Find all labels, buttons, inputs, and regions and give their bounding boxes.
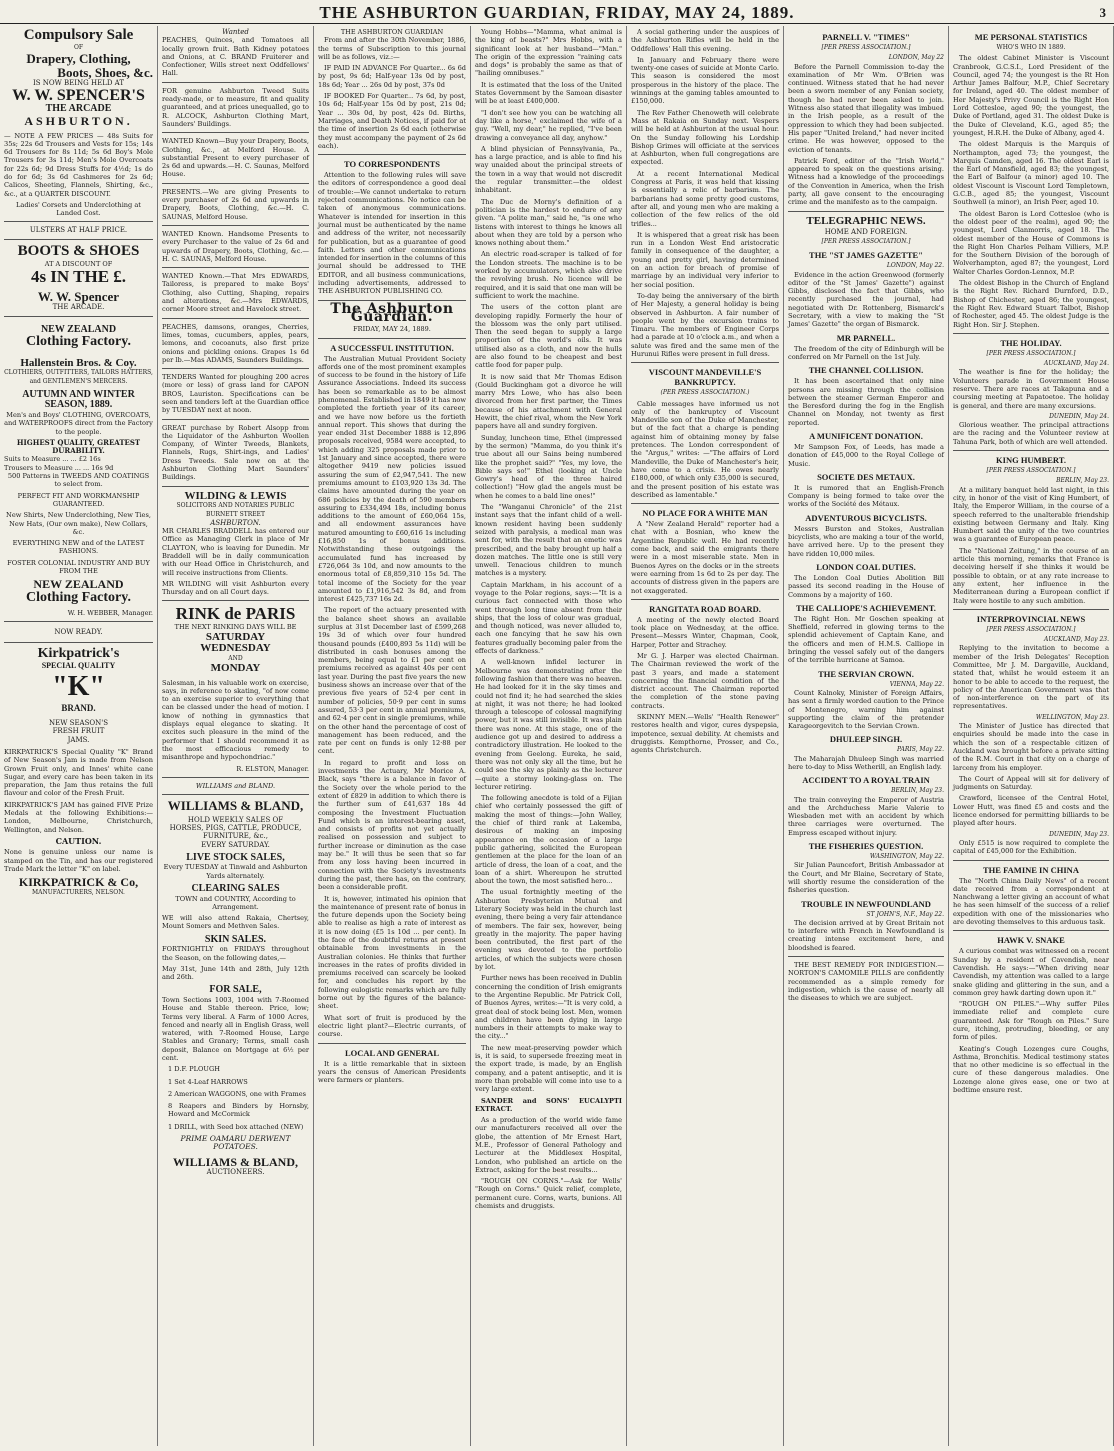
subscription-heading: THE ASHBURTON GUARDIAN (340, 28, 444, 36)
article-paragraph: Sunday, luncheon time, Ethel (impressed by the sermon) "Mamma, do you think it's true about all our Sains being numbered like the prophet said?" "Yes, my love, the Bible says so!" Ethel (looking at Uncle Gowry's head of the three haired collection!) "How glad the angels must be when he comes to a bald line ones!" (475, 433, 622, 500)
ad-text: MR WILDING will visit Ashburton every Thursday and on all Court days. (162, 579, 309, 597)
ad-heading: FOR SALE, (209, 984, 262, 996)
masthead (0, 0, 1114, 24)
ad-text: NOW READY. (54, 627, 103, 636)
article-paragraph: It is estimated that the loss of the United States Government by the Samoan disaster will be at least £400,000. (475, 80, 622, 106)
article-paragraph: The "National Zeitung," in the course of an article this morning, remarks that France is deceiving herself if she thinks it would be possible to obtain, or at any rate increase to any extent, her influence in the Mediterranean during a European conflict if Italy were hostile to any such ambition. (953, 546, 1109, 605)
page-number: 3 (1099, 5, 1106, 20)
ad-text: MR CHARLES BRADDELL has entered our Office as Managing Clerk in place of Mr CLAYTON, who is leaving for Dunedin. Mr Braddell will be in daily communication with our Head Office in Christchurch, and will receive instructions from Clients. (162, 527, 309, 577)
dateline: LONDON, May 22 (888, 54, 944, 62)
ad-text: BURNETT STREET (205, 510, 266, 518)
article-paragraph: The train conveying the Emperor of Austria and the Archduchess Marie Valerie to Wiesbaden met with an accident by which three carriages were overturned. The Empress escaped without injury. (788, 795, 944, 837)
article-headline: RANGITATA ROAD BOARD. (649, 603, 761, 614)
ad-text: FOR genuine Ashburton Tweed Suits ready-made, or to measure, fit and quality guaranteed, and at prices unequalled, go to R. ALCOCK, Ashburton Clothing Mart, Saunders' Buildings. (162, 86, 309, 128)
list-item: 8 Reapers and Binders by Hornsby, Howard and McCormick (168, 1102, 309, 1119)
article-headline: NO PLACE FOR A WHITE MAN (642, 508, 768, 519)
article-headline: THE "ST JAMES GAZETTE" (809, 250, 923, 261)
ad-heading: Compulsory Sale (23, 27, 134, 43)
ad-text: PEACHES, Quinces, and Tomatoes all locally grown fruit. Bath Kidney potatoes and Onions, at C. BRAND Fruiterer and Confectioner, Wills street next Oddfellows' Hall. (162, 36, 309, 78)
ad-text: KIRKPATRICK'S Special Quality "K" Brand of New Season's Jam is made from Nelson Grown Fruit only, and Innes' white cane Sugar, and every care has been taken in its preparation, the Jam thus retains the full flavour and color of the Fresh Fruit. (4, 747, 153, 798)
dateline: AUCKLAND, May 24. (1043, 360, 1109, 368)
article-headline: THE CALLIOPE'S ACHIEVEMENT. (796, 602, 936, 613)
ad-heading: SATURDAY (205, 630, 266, 643)
article-paragraph: What sort of fruit is produced by the electric light plant?—Electric currants, of course. (318, 1013, 466, 1039)
article-headline: A SUCCESSFUL INSTITUTION. (330, 342, 454, 353)
column-4-news (471, 26, 627, 1446)
ad-text: Men's and Boys' CLOTHING, OVERCOATS, and WATERPROOFS direct from the Factory to the people. (4, 410, 153, 436)
ad-text: JAMS. (67, 735, 90, 744)
article-paragraph: Evidence in the action Greenwood (formerly editor of the "St James' Gazette") against Gibbs, disclosed the fact that Gibbs, who recently purchased the journal, had negotiated with Dr. Rottenberg, Bismarck's Secretary, with a view to making the "St James' Gazette" the organ of Bismarck. (788, 270, 944, 329)
ad-text: — NOTE A FEW PRICES — 48s Suits for 35s; 22s 6d Trousers and Vests for 15s; 14s 6d Trousers for 8s 11d; 5s 6d Boy's Mole Trousers for 3s 11d; Men's Mole Overcoats for 22s 6d; 9d Dress Stuffs for 4½d; 1s do do for 6d; 3s 6d Cashmeres for 2s 6d; Calicos, Sheeting, Flannels, Shirting, &c., &c., at a QUARTER DISCOUNT. (4, 131, 153, 198)
article-paragraph: In regard to profit and loss on investments the Actuary, Mr Morice A. Black, says "there is a balance in favor of the Society over the whole period to the extent of £829 in addition to which there is the further sum of £41,637 18s 4d composing the Investment Fluctuation Fund which is an interest-bearing asset, and consists of profits not yet actually realised on possession and subject to further increase or diminution as the case may be." It will thus be seen that so far from any loss having been incurred in connection with the Society's investments during the past, there has, on the contrary, been a considerable profit. (318, 758, 466, 892)
article-paragraph: The Court of Appeal will sit for delivery of judgments on Saturday. (953, 774, 1109, 792)
ad-text: WANTED Known—Buy your Drapery, Boots, Clothing, &c., at Melford House. A substantial Present to every purchaser of 2s 6d and upwards.—H. C. Saunas, Melford House. (162, 137, 309, 179)
section-heading: TELEGRAPHIC NEWS. (806, 214, 926, 227)
ad-text: New Shirts, New Underclothing, New Ties, New Hats, (Our own make), New Collars, &c. (6, 511, 151, 536)
ad-heading: THE ARCADE (45, 103, 112, 115)
article-paragraph: The decision arrived at by Great Britain not to interfere with French in Newfoundland is creating intense excitement here, and bloodshed is feared. (788, 918, 944, 952)
ad-text: WANTED Known. Handsome Presents to every Purchaser to the value of 2s 6d and upwards of Drapery, Boots, Clothing, &c.—H. C. SAUNAS, Melford House. (162, 229, 309, 263)
article-paragraph: A "New Zealand Herald" reporter had a chat with a Bosnian, who knew the Argentine Republic well. He had recently come back, and said the emigrants there were in a most miserable state. Men in Buenos Ayres on the docks or in the streets were earning from 1s 6d to 2s per day. The accounts of distress given in the papers are not exaggerated. (631, 520, 779, 595)
article-paragraph: A well-known infidel lecturer in Melbourne was demonstrating after the following fashion that there was no heaven. He had looked for it in the sky times and could not find it; he had searched the skies at night, it was not there; he had looked through a telescope of colossal magnifying power, but it was still invisible. It was plain there was none. At this stage, one of the audience got up and desired to address a contradictory illustration. He looked to the evening from Geelong. Eureka, he said, there was not only sky all the time, but he could see the sky as plainly as the lecturer—quite a stormy looking-glass on. The lecturer retiring. (475, 658, 622, 791)
article-subheading: WHO'S WHO IN 1889. (996, 44, 1066, 51)
ad-text: PRESENTS.—We are giving Presents to every purchaser of 2s 6d and upwards in Drapery, Boots, Clothing, &c.—H. C. SAUNAS, Melford House. (162, 187, 309, 221)
column-6-telegraphic (784, 26, 949, 1446)
press-credit: [PER PRESS ASSOCIATION.] (986, 467, 1076, 475)
article-paragraph: The Minister of Justice has directed that enquiries should be made into the case in which the son of a respectable citizen of Auckland was brought before a private sitting of the R.M. Court in that city on a charge of larceny from his employer. (953, 722, 1109, 772)
dateline: BERLIN, May 23. (891, 787, 944, 795)
article-paragraph: "ROUGH ON CORNS."—Ask for Wells' "Rough on Corns." Quick relief, complete, permanent cure. Corns, warts, bunions. All chemists and druggists. (475, 1177, 622, 1211)
ad-text: HIGHEST QUALITY, GREATEST DURABILITY. (16, 437, 141, 456)
dateline: PARIS, May 22. (897, 746, 944, 754)
ad-text: MANUFACTURERS, NELSON. (32, 888, 125, 896)
article-paragraph: To-day being the anniversary of the birth of Her Majesty, a general holiday is being observed in Ashburton. A fair number of people went by the excursion trains to Timaru. The members of Engineer Corps had a parade at 10 o'clock a.m., and when a salute was fired and the same men of the Hurunui Rifles were present in full dress. (631, 291, 779, 358)
article-paragraph: It has been ascertained that only nine persons are missing through the collision between the steamer German Emperor and the Beresford during the fog in the English Channel on Monday, not twenty as first reported. (788, 377, 944, 427)
article-paragraph: The oldest Bishop in the Church of England is the Right Rev. Richard Durnford, D.D., Bishop of Chichester, aged 86; the youngest, the Right Rev. Edward Stuart Talbot, Bishop of Rochester, aged 45. The oldest Judge is the Right Hon. Sir J. Stephen. (953, 279, 1109, 329)
article-headline: ACCIDENT TO A ROYAL TRAIN (802, 775, 930, 786)
column-2-advertisements (158, 26, 314, 1446)
ad-text: Salesman, in his valuable work on exercise, says, in reference to skating, "of now come to an exercise superior to everything that can be classed under the head of motion. I know of nothing in gymnastics that displays equal elegance to skating. It excites such pleasure in the mind of the performer that I should recommend it as the most efficacious remedy to misanthrope and hypochondriac." (162, 678, 309, 762)
ad-heading: MONDAY (210, 662, 261, 674)
column-3-editorial (314, 26, 471, 1446)
ad-heading: WILDING & LEWIS (184, 489, 287, 502)
article-headline: MR PARNELL. (836, 332, 896, 343)
ad-text: WE will also attend Rakaia, Chertsey, Mount Somers and Methven Sales. (162, 914, 309, 931)
ad-text: SOLICITORS AND NOTARIES PUBLIC (176, 502, 295, 510)
ad-heading: SPECIAL QUALITY (41, 660, 116, 670)
ad-text: NEW SEASON'S (49, 719, 108, 728)
ad-text: PRIME OAMARU DERWENT POTATOES. (180, 1134, 291, 1152)
article-paragraph: It is, however, intimated his opinion that the maintenance of present rate of bonus in the future depends upon the Society being able to realise as high a rate of interest as it is now doing (£5 1s 10d ... per cent). In the face of the doubtful returns at present obtainable from investments in the Australian colonies. He thinks that further increases in the rates of profits divided in premiums received can scarcely be looked for, and concludes his report by the following eulogistic remarks which are fully borne out by the figures of the balance-sheet. (318, 894, 466, 1011)
press-credit: [PER PRESS ASSOCIATION.] (986, 349, 1076, 357)
article-headline: DHULEEP SINGH. (829, 734, 903, 745)
article-paragraph: The London Coal Duties Abolition Bill passed its second reading in the House of Commons by a majority of 160. (788, 573, 944, 599)
press-credit: (PER PRESS ASSOCIATION.) (660, 389, 750, 397)
ad-text: EVERYTHING NEW and of the LATEST FASHIONS. (12, 539, 145, 556)
list-item: 1 DRILL, with Seed box attached (NEW) (168, 1122, 304, 1131)
ad-text: THE NEXT RINKING DAYS WILL BE (174, 623, 297, 632)
article-paragraph: IF PAID IN ADVANCE For Quarter... 6s 6d by post, 9s 6d; Half-year 13s 0d by post, 18s 6d; Year ... 26s 0d by post, 37s 0d (318, 64, 466, 89)
section-heading: TO CORRESPONDENTS (344, 159, 440, 170)
ad-text: CAUTION. (55, 835, 102, 846)
article-headline: TROUBLE IN NEWFOUNDLAND (801, 898, 931, 909)
ad-heading: ASHBURTON. (24, 113, 133, 128)
ad-text: OF (73, 43, 84, 51)
ad-text: Wanted (222, 28, 249, 36)
ad-text: THE ARCADE. (52, 303, 105, 312)
article-headline: HAWK V. SNAKE (997, 935, 1065, 946)
column-1-advertisements (0, 26, 158, 1446)
article-paragraph: Glorious weather. The principal attractions are the racing and the Volunteer review at Tahuna Park, both of which are well attended. (953, 421, 1109, 446)
ad-heading: WILLIAMS & BLAND, (172, 1154, 298, 1169)
ad-text: PEACHES, damsons, oranges, Cherries, limes, tomas, cucumbers, apples, pears, lemons, and cocoanuts, also first prize onions and pickling onions. Grapes 1s 6d per lb.—Mas ADAMS, Saunders Buildings. (162, 322, 309, 364)
article-paragraph: Crawford, licensee of the Central Hotel, Lower Hutt, was fined £5 and costs and the licence endorsed for permitting billiards to be played after hours. (953, 794, 1109, 828)
article-paragraph: The Australian Mutual Provident Society affords one of the most prominent examples of success to be found in the history of Life Assurance Associations. Indeed its success has been so remarkable as to be almost phenomenal. Established in 1849 it has now completed the fortieth year of its career, and we have now before us the fortieth annual report. This shows that during the year ended 31st December 1888 is 12,896 proposals received, 9584 were accepted, to which adding 325 proposals made prior to 1st January and since accepted, there were altogether 9419 new policies issued assuring the sum of £2,947,541. The new premiums amount to £103,920 13s 3d. The claims have amounted during the year on 686 policies by the death of 590 members assuring to £334,494 18s, including bonus additions to the amount of £60,064 15s, and all endowment assurances have matured amounting to £60,616 1s including £16,850 1s of bonus additions. Notwithstanding these outgoings the accumulated fund has increased by £726,064 3s 10d, and now amounts to the enormous total of £8,859,310 15s 5d. The total income of the Society for the year amounted to £1,916,542 3s 8d, and from interest £425,737 16s 2d. (318, 354, 466, 604)
ad-text: 500 Patterns in TWEEDS AND COATINGS to select from. (7, 472, 150, 489)
ad-text: CLOTHIERS, OUTFITTERS, TAILORS HATTERS, and GENTLEMEN'S MERCERS. (4, 369, 153, 385)
article-paragraph: A blind physician of Pennsylvania, Pa., has a large practice, and is able to find his way unaided about the principal streets of the town in a way that would not discredit the regular transmitter.—the oldest inhabitant. (475, 144, 622, 195)
article-paragraph: It is a little remarkable that in sixteen years the census of American Presidents were farmers or planters. (318, 1059, 466, 1085)
ad-text: W. H. WEBBER, Manager. (67, 608, 153, 617)
article-paragraph: The Right Hon. Mr Goschen speaking at Sheffield, referred in glowing terms to the splendid achievement of Captain Kane, and the officers and men of H.M.S. Calliope in bringing the vessel safely out of the dangers of the terrible hurricane at Samoa. (788, 614, 944, 665)
article-paragraph: Patrick Ford, editor of the "Irish World," appeared to speak on the questions arising. Witness had a knowledge of the proceedings of the Convention in America, when the Irish party, all gave consent to the encouraging crime and the manifesto as to the campaign. (788, 156, 944, 207)
ad-text: R. ELSTON, Manager. (236, 764, 309, 773)
ad-text: FRESH FRUIT (52, 727, 105, 736)
article-headline: ME PERSONAL STATISTICS (974, 32, 1088, 42)
article-headline: ADVENTUROUS BICYCLISTS. (805, 512, 927, 523)
article-headline: LONDON COAL DUTIES. (816, 561, 916, 572)
article-paragraph: Mr G. J. Harper was elected Chairman. The Chairman reviewed the work of the past 3 years, and made a statement concerning the financial condition of the district account. The Chairman reported the completion of the stone paving contracts. (631, 652, 779, 710)
article-paragraph: The new meat-preserving powder which is, it is said, to supersede freezing meat in the export trade, is made, by an English company, and a patent antiseptic, and it is more than probable will come into use to a very large extent. (475, 1043, 622, 1094)
article-paragraph: IF BOOKED For Quarter... 7s 6d, by post, 10s 6d; Half-year 15s 0d by post, 21s 0d; Year ... 30s 0d, by post, 42s 0d. Births, Marriages, and Death Notices, if paid for at the time of insertion 2s 6d each (otherwise they must accompany the payment of 2s 6d each). (318, 92, 466, 150)
ad-heading: Clothing Factory. (26, 334, 131, 350)
article-headline: THE CHANNEL COLLISION. (808, 365, 924, 376)
ad-text: GREAT purchase by Robert Alsopp from the Liquidator of the Ashburton Woollen Company, of Winter Tweeds, Blankets, Flannels, Rugs, Shirt-ings, and Ladies' Dress Tweeds. Sale now on at the Ashburton Clothing Mart Saunders' Buildings. (162, 423, 309, 482)
ad-text: Every TUESDAY at Tinwald and Ashburton Yards alternately. (163, 863, 308, 880)
article-paragraph: It is now said that Mr Thomas Edison (Gould Buckingham got a divorce he will marry Mrs Lowe, who has also been divorced from her first partner, the Times because of his attachment with General Hewitt, the chief rival, whom the New York papers have all and sundry forgiven. (475, 372, 622, 431)
ad-heading: W. W. Spencer (37, 288, 120, 304)
ad-text: FOSTER COLONIAL INDUSTRY AND BUY FROM THE (7, 558, 150, 575)
section-heading: LOCAL AND GENERAL (345, 1047, 439, 1058)
article-paragraph: A curious combat was witnessed on a recent Sunday by a resident of Cavendish, near Cavendish. He says:—"When driving near Cavendish, my attention was called to a large snake gliding and glittering in the sun, and a common grey hawk darting down upon it." (953, 947, 1109, 997)
ad-text: Trousers to Measure ... ... 16s 9d (4, 463, 114, 472)
ad-text: ASHBURTON. (210, 518, 261, 527)
article-paragraph: An electric road-scraper is talked of for the London streets. The machine is to be worked by accumulators, which also drive the revolving brush. No licence will be required, and it is said that one man will be sufficient to work the machine. (475, 250, 622, 300)
newspaper-nameplate: The Ashburton Guardian. (330, 300, 454, 325)
ad-heading: Hallenstein Bros. & Coy. (20, 356, 137, 369)
ad-text: None is genuine unless our name is stamped on the Tin, and has our registered Trade Mark the letter "K" on label. (4, 848, 153, 873)
article-headline: THE HOLIDAY. (1000, 337, 1062, 348)
article-paragraph: Young Hobbs—"Mamma, what animal is the king of beasts?" Mrs Hobbs, with a significant look at her husband—"Man." The origin of the expression "raining cats and dogs" is probably the same as that of "hailing omnibuses." (475, 28, 622, 78)
ad-heading: BOOTS & SHOES (17, 242, 140, 259)
ad-heading: Kirkpatrick's (37, 646, 120, 662)
ad-text: Suits to Measure ... ... £2 16s (4, 455, 101, 464)
ad-text: May 31st, June 14th and 28th, July 12th and 26th. (162, 964, 309, 982)
ad-heading: WILLIAMS & BLAND, (167, 798, 304, 814)
article-paragraph: Only £515 is now required to complete the capital of £45,000 for the Exhibition. (953, 838, 1109, 856)
ad-heading: "K" (52, 671, 105, 703)
article-paragraph: The usual fortnightly meeting of the Ashburton Presbyterian Mutual and Literary Society was held in the church last evening, there being a very fair attendance of members. The fair sex, however, being greatly in the majority. The paper having been contributed, the first part of the evening was devoted to the portfolio articles, of which the subjects were chosen by lot. (475, 888, 622, 972)
article-paragraph: Cable messages have informed us not only of the bankruptcy of Viscount Mandeville son of the Duke of Manchester, but of the fact that a charge is pending against him of obtaining money by false pretences. The London correspondent of the "Argus," writes: —"The affairs of Lord Mandeville, the Duke of Manchester's heir, have come to a crisis. He owes nearly £180,000, of which only £35,000 is secured, and the present position of his estate was described as lamentable." (631, 399, 779, 499)
article-paragraph: As a production of the world wide fame our manufacturers received all over the globe, the attention of Mr Ernest Hart, M.E., Professor of General Pathology and Lecturer at the Middlesex Hospital, London, who published an article on the Extract, asking for the best results... (475, 1116, 622, 1174)
article-paragraph: From and after the 30th November, 1886, the terms of Subscription to this journal will be as follows, viz.:— (318, 36, 466, 61)
ad-heading: BRAND. (61, 702, 96, 713)
section-subheading: HOME AND FOREIGN. (824, 227, 908, 236)
dateline: BERLIN, May 23. (1056, 477, 1109, 485)
dateline: LONDON, May 22. (886, 262, 944, 270)
article-paragraph: Keating's Cough Lozenges cure Coughs, Asthma, Bronchitis. Medical testimony states that no other medicine is so effectual in the cure of these dangerous maladies. One Lozenge alone gives ease, one or two at bedtime ensure rest. (953, 1044, 1109, 1095)
list-item: 2 American WAGGONS, one with Frames (168, 1089, 306, 1098)
article-paragraph: Count Kalnoky, Minister of Foreign Affairs, has sent a firmly worded caution to the Prince of Montenegro, warning him against supporting the claim of the pretender Karageorgevitch to the Servian Crown. (788, 688, 944, 731)
article-paragraph: Replying to the invitation to become a member of the Irish Delegates' Reception Committee, Mr J. M. Dargaville, Auckland, stated that, whilst he would esteem it an honor to be able to accede to the request, the policy of the American Government was that of non-interference on the part of its representatives. (953, 644, 1109, 711)
ad-heading: Boots, Shoes, &c. (57, 64, 153, 80)
ad-heading: LIVE STOCK SALES, (186, 851, 285, 863)
ad-text: AUCTIONEERS. (206, 1168, 265, 1177)
ad-heading: WEDNESDAY (200, 642, 271, 655)
article-paragraph: The following anecdote is told of a Fijian chief who certainly possessed the gift of making the most of things:—John Walley, the chief of third rank at Lakemba, desirous of making an imposing appearance on the occasion of a large public gathering, solicited the European gentlemen at the place for the loan of an article of dress, the loan of a coat, and the loan of a shirt. Whereupon he strutted about the town, the most satisfied hero... (475, 794, 622, 886)
article-paragraph: A meeting of the newly elected Board took place on Wednesday, at the office. Present—Messrs Winter, Chapman, Cook, Harper, Potter and Strachey. (631, 615, 779, 649)
article-paragraph: SKINNY MEN.—Wells' "Health Renewer" restores health and vigor, cures dyspepsia, impotence, sexual debility. At chemists and druggists. Kempthorne, Prosser, and Co., agents Christchurch. (631, 713, 779, 755)
article-headline: THE FISHERIES QUESTION. (808, 841, 924, 852)
article-headline: PARNELL V. "TIMES" (822, 32, 910, 42)
ad-text: TOWN and COUNTRY, According to Arrangement. (175, 894, 296, 911)
article-paragraph: It is whispered that a great risk has been run in a London West End aristocratic family in consequence of the daughter, a young and pretty girl, having determined on an action for breach of promise of marriage by an individual very inferior to her social position. (631, 230, 779, 289)
column-7-news (949, 26, 1114, 1446)
article-paragraph: "ROUGH ON PILES."—Why suffer Piles immediate relief and complete cure guaranteed. Ask for "Rough on Piles." Sure cure, itching, protruding, bleeding, or any form of piles. (953, 1000, 1109, 1042)
ad-text: Ladies' Corsets and Underclothing at Landed Cost. (16, 200, 141, 218)
ad-text: KIRKPATRICK'S JAM has gained FIVE Prize Medals at the following Exhibitions:—London, Melbourne, Christchurch, Wellington, and Nelson. (4, 800, 153, 834)
ad-text: ULSTERS AT HALF PRICE. (29, 226, 128, 235)
column-5-news (627, 26, 784, 1446)
article-paragraph: SANDER and SONS' EUCALYPTI EXTRACT. (475, 1096, 622, 1113)
ad-text: WILLIAMS and BLAND. (195, 781, 276, 790)
article-paragraph: Captain Markham, in his account of a voyage to the Polar regions, says:—"It is a curious fact connected with those who went through long time absent from their ships, that the loss of colour was gradual, and though noticed, was never alluded to, each one fancying that he saw his own features gradually becoming paler from the effects of darkness." (475, 580, 622, 656)
article-paragraph: THE BEST REMEDY FOR INDIGESTION.—NORTON'S CAMOMILE PILLS are confidently recommended as a simple remedy for indigestion, which is the cause of nearly all the diseases to which we are subject. (788, 961, 944, 1003)
ad-text: HOLD WEEKLY SALES OF (187, 815, 284, 824)
dateline: VIENNA, May 22. (889, 680, 944, 688)
dateline: DUNEDIN, May 23. (1049, 830, 1109, 838)
press-credit: [PER PRESS ASSOCIATION.] (986, 625, 1076, 633)
article-paragraph: The "North China Daily News" of a recent date received from a correspondent at Nanchwang a letter giving an account of what he has seen himself of the success of a relief expedition with one of the missionaries who are devoting themselves to this arduous task. (953, 876, 1109, 927)
list-item: 1 Set 4-Leaf HARROWS (168, 1077, 248, 1086)
dateline: DUNEDIN, May 24. (1049, 412, 1109, 420)
article-paragraph: The Rev Father Chenoweth will celebrate Mass at Rakaia on Sunday next. Vespers will be held at Ashburton at the usual hour. On the Sunday following his Lordship Bishop Grimes will officiate at the services at Ashburton, when full congregations are expected. (631, 108, 779, 167)
article-headline: KING HUMBERT. (996, 455, 1066, 466)
article-headline: A MUNIFICENT DONATION. (809, 430, 923, 441)
article-headline: VISCOUNT MANDEVILLE'S BANKRUPTCY. (648, 367, 762, 388)
ad-text: FORTNIGHTLY on FRIDAYS throughout the Season, on the following dates,— (162, 945, 309, 962)
ad-text: WANTED Known.—That Mrs EDWARDS, Tailoress, is prepared to make Boys' Clothing, also Cutting, Shaping, repairs and alterations, &c.—Mrs EDWARDS, corner Moore street and Havelock street. (162, 272, 309, 314)
article-headline: THE FAMINE IN CHINA (983, 864, 1079, 875)
article-paragraph: The freedom of the city of Edinburgh will be conferred on Mr Parnell on the 1st July. (788, 344, 944, 361)
ad-heading: Clothing Factory. (26, 589, 131, 605)
article-headline: THE SERVIAN CROWN. (818, 668, 914, 679)
ad-heading: RINK de PARIS (175, 604, 296, 624)
article-paragraph: The "Wanganui Chronicle" of the 21st instant says that the infant child of a well-known resident having been suddenly seized with paralysis, a medical man was sent for, with the result that an emetic was prescribed, and the baby brought up half a dozen matches. The little one is still very unwell. Tenacious children to munch matches is a mystery. (475, 503, 622, 578)
article-paragraph: The weather is fine for the holiday; the Volunteers parade in Government House reserve. There are races at Takapuna and a coursing meeting at Papatoetoe. The holiday is general, and there are many excursions. (953, 368, 1109, 410)
dateline: AUCKLAND, May 23. (1043, 636, 1109, 644)
ad-heading: Drapery, Clothing, (26, 51, 131, 67)
ad-text: Town Sections 1003, 1004 with 7-Roomed House and Stable thereon. Price, low; Terms very liberal. A Farm of 1000 Acres, fenced and nearly all in English Grass, well watered, with 7-Roomed House, Large Stables and Granary; Terms, small cash deposit, Balance on Mortgage at 6½ per cent. (162, 995, 309, 1062)
article-paragraph: The Maharajah Dhuleep Singh was married here to-day to Miss Wetherill, an English lady. (788, 754, 944, 771)
article-paragraph: Attention to the following rules will save the editors of correspondence a good deal of trouble:—We cannot undertake to return rejected communications. No notice can be taken of anonymous communications. Whatever is intended for insertion in this journal must be authenticated by the name and address of the writer, not necessarily for publication, but as a guarantee of good faith. Letters and other communications intended for insertion in the columns of this journal should be addressed to THE EDITOR, and all business communications, including advertisements, addressed to THE ASHBURTON PUBLISHING CO. (318, 171, 466, 296)
sale-items-list (168, 1065, 309, 1131)
article-paragraph: The users of the cotton plant are developing rapidly. Formerly the hour of the blossom was the only part utilised. Then the seed began to supply a large proportion of the world's oils. It was utilised also as a cloth, and now the hulls are also found to be cheapest and best cattle food for paper pulp. (475, 303, 622, 370)
ad-text: PERFECT FIT AND WORKMANSHIP GUARANTEED. (17, 491, 140, 508)
article-paragraph: Further news has been received in Dublin concerning the condition of Irish emigrants to the Argentine Republic. Mr Patrick Coll, of Buenos Ayres, writes:—"It is very cold, a great deal of stock being lost. Men, women and children have been dying in large numbers in their attempts to make way to the city..." (475, 974, 622, 1041)
article-paragraph: The oldest Cabinet Minister is Viscount Cranbrook, G.C.S.I., Lord President of the Council, aged 74; the youngest is the Rt Hon Arthur James Balfour, M.P., Chief Secretary for Ireland, aged 40. The oldest member of Her Majesty's Privy Council is the Right Hon Lord Cottesloe, aged 90; the youngest, the Duke of Portland, aged 31. The oldest Duke is the Duke of Cleveland, K.G., aged 85; the youngest, H.R.H. the Duke of Albany, aged 4. (953, 54, 1109, 137)
ad-heading: W. W. SPENCER'S (12, 86, 145, 104)
article-paragraph: The oldest Baron is Lord Cottesloe (who is the oldest peer of the realm), aged 90; the youngest, Lord Clanmorris, aged 18. The oldest member of the House of Commons is the Right Hon Charles Pelham Villiers, M.P. for the Southern Division of the borough of Wolverhampton, aged 87; the youngest, Lord Walter Charles Gordon-Lennox, M.P. (953, 209, 1109, 276)
press-credit: [PER PRESS ASSOCIATION.] (821, 237, 911, 245)
article-paragraph: At a recent International Medical Congress at Paris, it was held that kissing is essentially a relic of barbarism. The barbarians had some pretty good customs, after all, and young men who are making a collection of the few relics of the old trifles... (631, 169, 779, 228)
ad-text: TENDERS Wanted for ploughing 200 acres (more or less) of grass land for CAPON BROS, Lauriston. Specifications can be seen and tenders left at the Guardian office by TUESDAY next at noon. (162, 373, 309, 415)
article-paragraph: It is rumored that an English-French Company is being formed to take over the works of the Société des Métaux. (788, 483, 944, 509)
ad-heading: CLEARING SALES (191, 883, 280, 895)
article-paragraph: The Duc de Morny's definition of a politician is the hardest to endure of any given. "A polite man," said he, "is one who listens with interest to things he knows all about when they are told by a person who knows nothing about them." (475, 197, 622, 248)
article-paragraph: The report of the actuary presented with the balance sheet shows an available surplus at 31st December last of £599,268 19s 3d of which over four hundred thousand pounds (£400,893 5s 11d) will be distributed in cash bonuses among the members, being equal to £1 per cent on premiums received as against 40s per cent last year. During the past five years the new business shows an increase over that of the previous five years of 52·4 per cent in number of policies, 50·9 per cent in sums assured, 53·3 per cent in annual premiums, and 62·4 per cent in single premiums, while on the other hand the percentage of cost of management has been reduced, and the rate per cent on funds is only 12·88 per cent. (318, 606, 466, 756)
ad-heading: AUTUMN AND WINTER SEASON, 1889. (22, 388, 135, 411)
dateline: WASHINGTON, May 22. (869, 853, 944, 861)
article-paragraph: Mr Sampson Fox, of Leeds, has made a donation of £45,000 to the Royal College of Music. (788, 442, 944, 468)
ad-text: IS NOW BEING HELD AT (32, 79, 125, 88)
article-paragraph: In January and February there were twenty-one cases of suicide at Monte Carlo. This season is considered the most prosperous in the history of the place. The winnings at the gaming tables amounted to £150,000. (631, 55, 779, 106)
ad-heading: SKIN SALES. (204, 933, 267, 945)
masthead-title: THE ASHBURTON GUARDIAN, FRIDAY, MAY 24, 1889. (319, 3, 795, 22)
list-item: 1 D.F. PLOUGH (168, 1065, 220, 1074)
article-paragraph: Before the Parnell Commission to-day the examination of Mr Wm. O'Brien was continued. Witness stated that he had never been a sworn member of any Fenian society, though he had never been asked to join. Witness also stated that illegality was imbued in the Irish people, as a result of the oppression to which they had been subjected. His paper "United Ireland," had never incited crime. He was however, opposed to the eviction of tenants. (788, 62, 944, 154)
ad-heading: NEW ZEALAND (33, 577, 124, 592)
article-headline: INTERPROVINCIAL NEWS (976, 613, 1086, 624)
issue-date: FRIDAY, MAY 24, 1889. (353, 325, 431, 334)
article-headline: SOCIETE DES METAUX. (817, 471, 915, 482)
dateline: ST JOHN'S, N.F., May 22. (866, 910, 944, 918)
ad-heading: 4s IN THE £. (30, 266, 127, 286)
article-paragraph: A social gathering under the auspices of the Ashburton Rifles will be held in the Oddfellows' Hall this evening. (631, 28, 779, 53)
ad-text: HORSES, PIGS, CATTLE, PRODUCE, FURNITURE, &c., (169, 824, 302, 841)
ad-text: EVERY SATURDAY. (201, 840, 270, 849)
article-paragraph: Messrs Burston and Stokes, Australian bicyclists, who are making a tour of the world, have arrived here. Up to the present they have ridden 10,000 miles. (788, 524, 944, 558)
ad-heading: KIRKPATRICK & Co, (18, 875, 139, 890)
ad-text: AND (228, 654, 243, 662)
article-paragraph: At a military banquet held last night, in this city, in honor of the visit of King Humbert, of Italy, the Emperor William, in the course of a speech referred to the unalterable friendship existing between Germany and Italy. King Humbert said the unity of the two countries was a guarantee of European peace. (953, 485, 1109, 544)
article-paragraph: "I don't see how you can be watching all day like a horse," exclaimed the wife of a guy. "Well, my dear," he replied, "I've been drawing a conveyance all day, anyhow." (475, 108, 622, 142)
ad-heading: NEW ZEALAND (40, 323, 117, 335)
article-paragraph: The oldest Marquis is the Marquis of Northampton, aged 73; the youngest, the Marquis Camden, aged 16. The oldest Earl is the Earl of Mansfield, aged 83; the youngest, the Earl of Balfour (a minor) aged 10. The oldest Viscount is Viscount Lord Templetown, G.C.B., aged 85; the youngest, Viscount Southwell (a minor), an Irish Peer, aged 10. (953, 140, 1109, 207)
press-credit: [PER PRESS ASSOCIATION.] (821, 44, 911, 51)
ad-text: AT A DISCOUNT OF (44, 259, 113, 268)
article-paragraph: Sir Julian Pauncefort, British Ambassador at the Court, and Mr Blaine, Secretary of State, will shortly resume the consideration of the fisheries question. (788, 861, 944, 895)
dateline: WELLINGTON, May 23. (1035, 713, 1109, 721)
